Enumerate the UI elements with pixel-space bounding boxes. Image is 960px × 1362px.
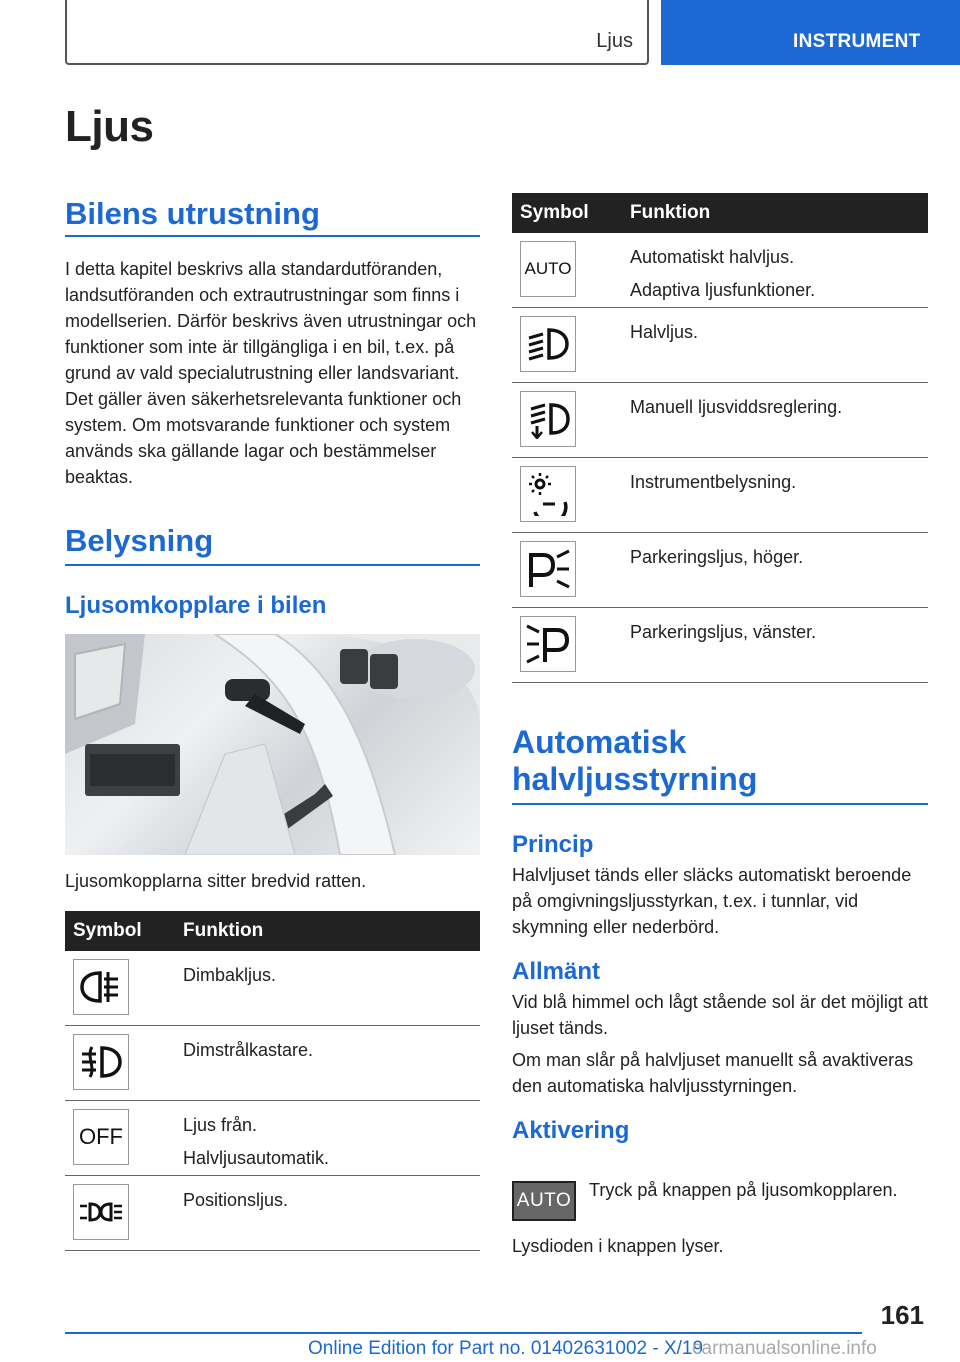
off-icon: OFF: [73, 1109, 129, 1165]
general-paragraph-2: Om man slår på halvljuset manuellt så avaktiveras den automatiska halvljusstyrningen.: [512, 1050, 914, 1096]
table-header: [65, 911, 480, 951]
row-text: Dimbakljus.: [183, 965, 277, 985]
left-symbol-table: [65, 911, 480, 1251]
position-lights-icon: [73, 1184, 129, 1240]
row-text: Halvljus.: [630, 322, 699, 342]
principle-paragraph: Halvljuset tänds eller släcks automatiskt beroende på omgivningsljusstyrkan, t.ex. i tunnlar, vid skymning eller nederbörd.: [512, 865, 912, 937]
auto-icon: AUTO: [520, 241, 576, 297]
heading-equipment: Bilens utrustning: [65, 196, 320, 231]
footer-edition: Online Edition for Part no. 01402631002 - X/19: [308, 1338, 704, 1359]
low-beam-icon: [520, 316, 576, 372]
heading-switch: Ljusomkopplare i bilen: [65, 592, 327, 619]
page-title: Ljus: [65, 102, 154, 151]
heading-rule: [512, 803, 928, 805]
heading-principle: Princip: [512, 831, 594, 858]
headlight-range-icon: [520, 391, 576, 447]
heading-rule: [65, 564, 480, 566]
table-row: [512, 458, 928, 533]
table-row: [512, 233, 928, 308]
header-section: Ljus: [596, 30, 633, 52]
col-function: Funktion: [183, 920, 264, 941]
footer-rule: [65, 1332, 862, 1334]
instrument-lighting-icon: [520, 466, 576, 522]
heading-lighting: Belysning: [65, 523, 214, 558]
rear-fog-light-icon: [73, 959, 129, 1015]
row-text: Positionsljus.: [183, 1190, 289, 1210]
row-text: Manuell ljusviddsreglering.: [630, 397, 843, 417]
row-text: Instrumentbelysning.: [630, 472, 797, 492]
front-fog-light-icon: [73, 1034, 129, 1090]
table-row: [65, 951, 480, 1026]
header-chapter: INSTRUMENT: [793, 31, 921, 52]
row-text: Automatiskt halvljus. Adaptiva ljusfunktioner.: [630, 247, 816, 300]
photo-caption: Ljusomkopplarna sitter bredvid ratten.: [65, 871, 367, 891]
heading-auto-line2: halvljusstyrning: [512, 761, 758, 797]
parking-light-right-icon: [520, 541, 576, 597]
parking-light-left-icon: [520, 616, 576, 672]
header-section-box: [65, 0, 649, 65]
general-paragraph-1: Vid blå himmel och lågt stående sol är det möjligt att ljuset tänds.: [512, 992, 928, 1038]
lighting-section: [65, 522, 480, 620]
col-symbol: Symbol: [73, 920, 142, 941]
table-row: [512, 533, 928, 608]
col-symbol: Symbol: [520, 202, 589, 223]
heading-rule: [65, 235, 480, 237]
table-row: [65, 1176, 480, 1251]
row-text: Parkeringsljus, höger.: [630, 547, 804, 567]
heading-auto-line1: Automatisk: [512, 724, 687, 760]
page-number: 161: [880, 1300, 924, 1330]
right-symbol-table: [512, 193, 928, 683]
col-function: Funktion: [630, 202, 711, 223]
equipment-paragraph: I detta kapitel beskrivs alla standardutföranden, landsutföranden och extrautrustningar som finns i modellserien. Därför beskrivs även utrustningar och funktioner som inte är tillgängliga i en bil, t.ex. på grund av vald specialutrustning eller landsvariant. Det gäller även säkerhetsrelevanta funktioner och system. Om motsvarande funktioner och system används ska gällande lagar och bestämmelser beaktas.: [65, 259, 477, 487]
table-row: [512, 308, 928, 383]
auto-button-image: AUTO: [512, 1181, 576, 1221]
table-header: [512, 193, 928, 233]
led-text: Lysdioden i knappen lyser.: [512, 1236, 724, 1256]
heading-activation: Aktivering: [512, 1117, 630, 1144]
left-column: [65, 195, 480, 490]
heading-general: Allmänt: [512, 958, 601, 985]
row-text: Parkeringsljus, vänster.: [630, 622, 817, 642]
watermark: carmanualsonline.info: [692, 1338, 877, 1359]
table-row: [65, 1101, 480, 1176]
table-row: [512, 383, 928, 458]
auto-low-beam-section: [512, 724, 928, 1145]
row-text: Dimstrålkastare.: [183, 1040, 314, 1060]
row-text: Ljus från. Halvljusautomatik.: [183, 1115, 330, 1168]
activation-text: Tryck på knappen på ljusomkopplaren.: [589, 1180, 898, 1200]
table-row: [512, 608, 928, 683]
table-row: [65, 1026, 480, 1101]
header-chapter-box: [661, 0, 960, 65]
light-switch-photo: [65, 634, 480, 855]
